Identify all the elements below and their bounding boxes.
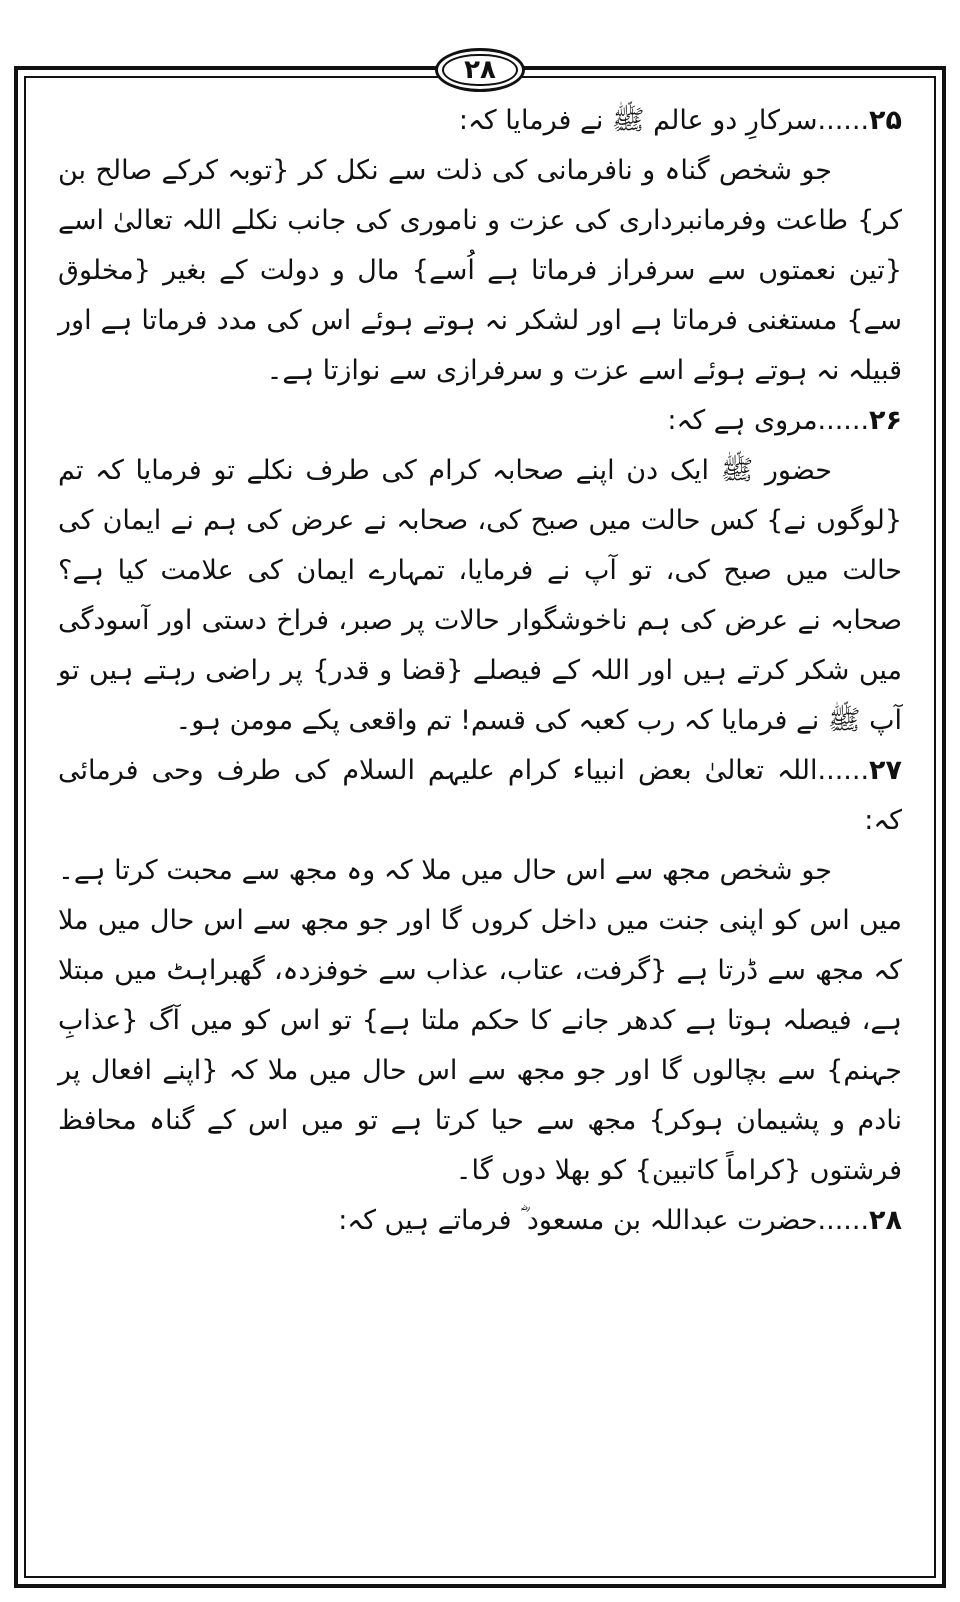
section-body: جو شخص مجھ سے اس حال میں ملا کہ وہ مجھ سے محبت کرتا ہے۔ میں اس کو اپنی جنت میں داخل کروں گا اور جو مجھ سے اس حال میں ملا کہ مجھ سے ڈرتا ہے {گرفت، عتاب، عذاب سے خوفزدہ، گھبراہٹ میں مبتلا ہے، فیصلہ ہوتا ہے کدھر جانے کا حکم ملتا ہے} تو اس کو میں آگ {عذابِ جہنم} سے بچالوں گا اور جو مجھ سے اس حال میں ملا کہ {اپنے افعال پر نادم و پشیمان ہوکر} مجھ سے حیا کرتا ہے تو میں اس کے گناہ محافظ فرشتوں {کراماً کاتبین} کو بھلا دوں گا۔ [58, 855, 902, 1186]
section-heading [58, 746, 902, 846]
section-heading [58, 396, 902, 446]
section-number: ۲۷ [869, 755, 902, 786]
section-number: ۲۵ [869, 105, 902, 136]
page-number-badge [435, 48, 525, 92]
section-heading-text: اللہ تعالیٰ بعض انبیاء کرام علیہم السلام کی طرف وحی فرمائی کہ: [58, 755, 902, 836]
section-dots: ...... [817, 1205, 870, 1236]
section-body: جو شخص گناہ و نافرمانی کی ذلت سے نکل کر {توبہ کرکے صالح بن کر} طاعت وفرمانبرداری کی عزت و ناموری کی جانب نکلے اللہ تعالیٰ اسے {تین نعمتوں سے سرفراز فرماتا ہے اُسے} مال و دولت کے بغیر {مخلوق سے} مستغنی فرماتا ہے اور لشکر نہ ہوتے ہوئے اس کی مدد فرماتا ہے اور قبیلہ نہ ہوتے ہوئے اسے عزت و سرفرازی سے نوازتا ہے۔ [58, 155, 902, 386]
page-number: ۲۸ [464, 55, 496, 85]
section-dots: ...... [817, 755, 870, 786]
section-heading [58, 96, 902, 146]
page-content [58, 96, 902, 1246]
section-heading-text: حضرت عبداللہ بن مسعود ؓ فرماتے ہیں کہ: [338, 1205, 818, 1236]
section-number: ۲۸ [869, 1205, 902, 1236]
section-heading-text: سرکارِ دو عالم ﷺ نے فرمایا کہ: [458, 105, 818, 136]
section-heading [58, 1196, 902, 1246]
section-heading-text: مروی ہے کہ: [667, 405, 818, 436]
section-dots: ...... [817, 105, 870, 136]
section-dots: ...... [817, 405, 870, 436]
section-number: ۲۶ [869, 405, 902, 436]
section-body: حضور ﷺ ایک دن اپنے صحابہ کرام کی طرف نکلے تو فرمایا کہ تم {لوگوں نے} کس حالت میں صبح کی، صحابہ نے عرض کی ہم نے ایمان کی حالت میں صبح کی، تو آپ نے فرمایا، تمہارے ایمان کی علامت کیا ہے؟ صحابہ نے عرض کی ہم ناخوشگوار حالات پر صبر، فراخ دستی اور آسودگی میں شکر کرتے ہیں اور اللہ کے فیصلے {قضا و قدر} پر راضی رہتے ہیں تو آپ ﷺ نے فرمایا کہ رب کعبہ کی قسم! تم واقعی پکے مومن ہو۔ [58, 455, 902, 736]
